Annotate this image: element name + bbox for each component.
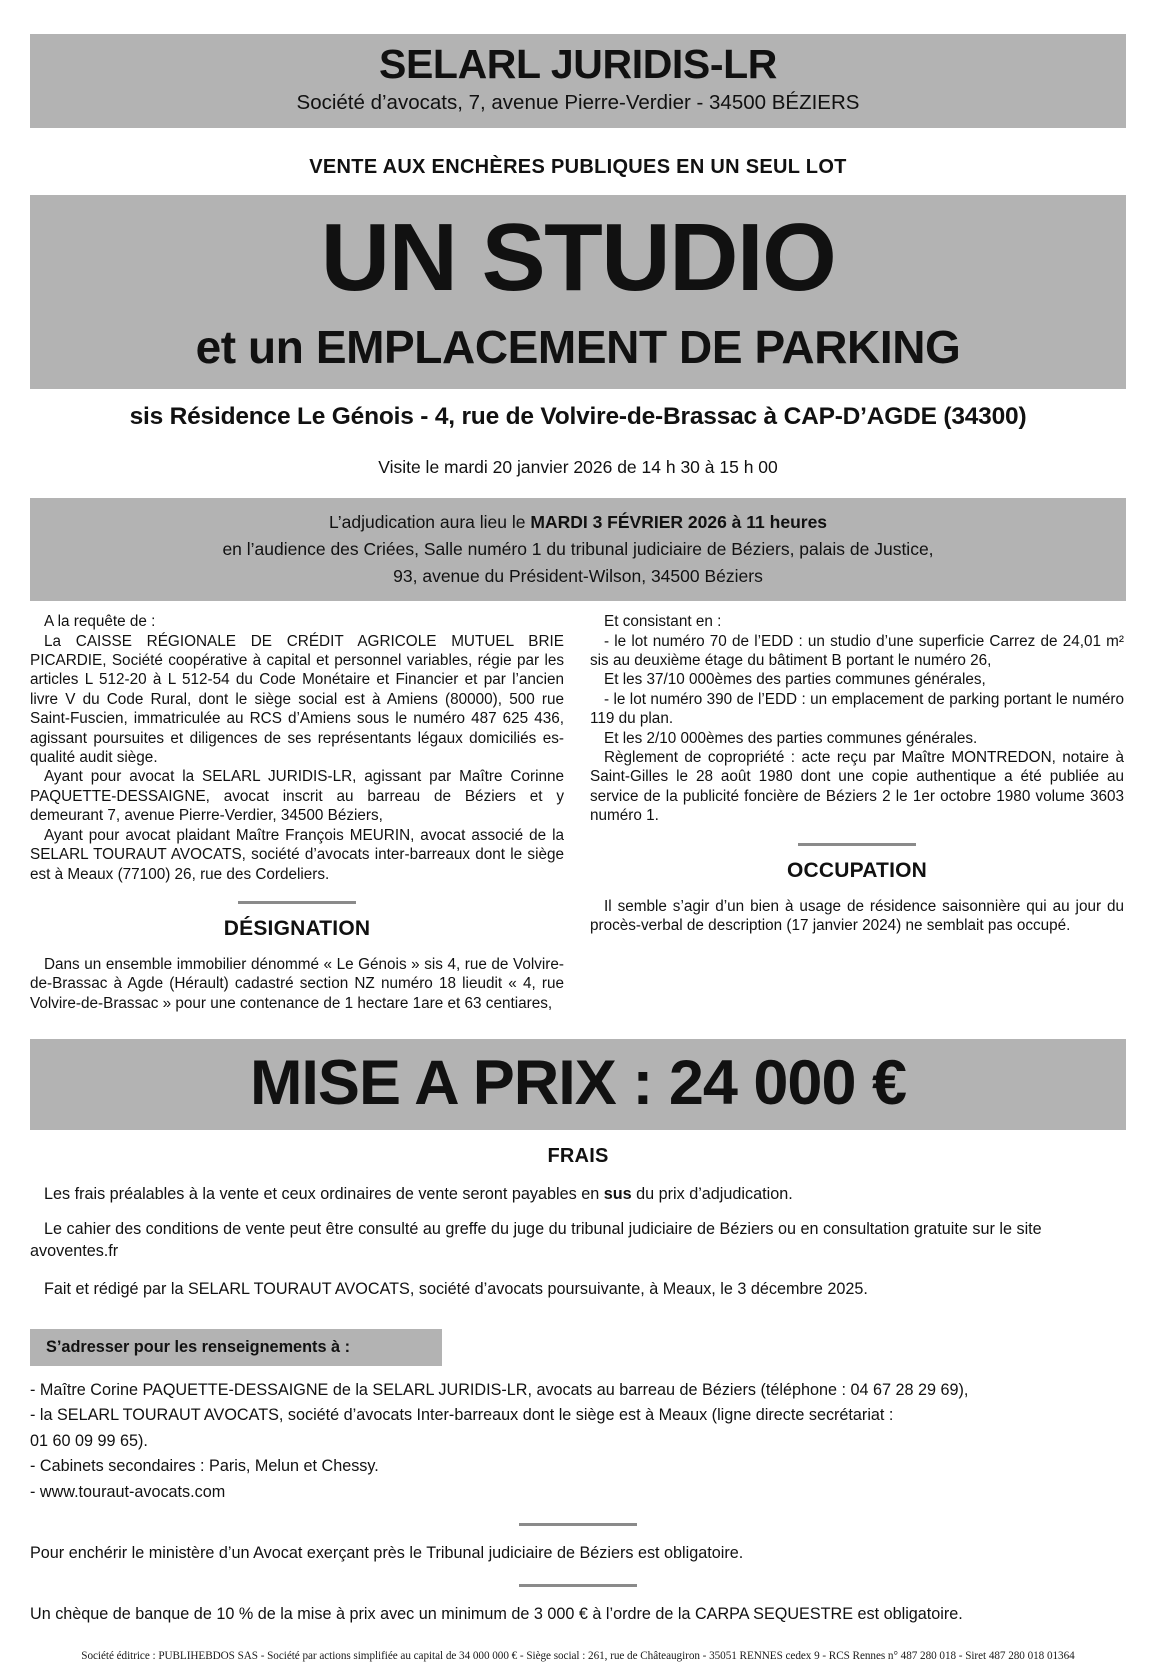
publisher-footer: Société éditrice : PUBLIHEBDOS SAS - Société par actions simplifiée au capital de 34 000 000 € - Siège social : 261, rue de Châteaugiron - 35051 RENNES cedex 9 - RCS Rennes n° 487 280 018 - Siret 487 280 018 01364 [81, 1650, 1075, 1662]
adjudication-venue: en l’audience des Criées, Salle numéro 1 du tribunal judiciaire de Béziers, palais de Justice, [222, 538, 934, 559]
visit-schedule: Visite le mardi 20 janvier 2026 de 14 h 30 à 15 h 00 [378, 457, 778, 478]
lot-70-description: - le lot numéro 70 de l’EDD : un studio d’une superficie Carrez de 24,01 m² sis au deuxième étage du bâtiment B portant le numéro 26, [590, 632, 1124, 669]
property-title-secondary: et un EMPLACEMENT DE PARKING [195, 321, 961, 374]
contact-item-3: 01 60 09 99 65). [30, 1431, 148, 1450]
reglement-copropriete: Règlement de copropriété : acte reçu par Maître MONTREDON, notaire à Saint-Gilles le 28 août 1980 dont une copie authentique a été publiée au service de la publicité foncière de Béziers 2 le 1er octobre 1980 volume 3603 numéro 1. [590, 749, 1124, 825]
firm-name: SELARL JURIDIS-LR [379, 41, 777, 87]
consistant-label: Et consistant en : [604, 613, 722, 631]
contact-item-2: - la SELARL TOURAUT AVOCATS, société d’avocats Inter-barreaux dont le siège est à Meaux (ligne directe secrétariat : [30, 1406, 894, 1425]
contact-item-website[interactable]: - www.touraut-avocats.com [30, 1482, 226, 1501]
closing-divider-bottom [519, 1584, 637, 1587]
section-divider [238, 901, 356, 904]
firm-header-banner [30, 34, 1126, 128]
frais-paragraph-1 [30, 1184, 1126, 1205]
cheque-requirement: Un chèque de banque de 10 % de la mise à prix avec un minimum de 3 000 € à l’ordre de la CARPA SEQUESTRE est obligatoire. [30, 1605, 963, 1624]
contact-heading: S’adresser pour les renseignements à : [30, 1329, 442, 1366]
avocat-requirement: Pour enchérir le ministère d’un Avocat exerçant près le Tribunal judiciaire de Béziers est obligatoire. [30, 1544, 744, 1563]
occupation-title: OCCUPATION [786, 858, 928, 882]
designation-title: DÉSIGNATION [223, 917, 371, 941]
starting-price-banner [30, 1039, 1126, 1130]
closing-section-2 [30, 1604, 1126, 1625]
cahier-conditions-paragraph: Le cahier des conditions de vente peut être consulté au greffe du juge du tribunal judiciaire de Béziers ou en consultation gratuite sur le site avoventes.fr [30, 1220, 1042, 1260]
lot-390-tantiemes: Et les 2/10 000èmes des parties communes générales. [604, 729, 978, 747]
legal-notice-page [0, 34, 1156, 1678]
contact-list [30, 1380, 1126, 1504]
designation-body: Dans un ensemble immobilier dénommé « Le Génois » sis 4, rue de Volvire-de-Brassac à Agde (Hérault) cadastré section NZ numéro 18 lieudit « 4, rue Volvire-de-Brassac » pour une contenance de 1 hectare 1are et 63 centiares, [30, 956, 564, 1012]
left-column [30, 612, 564, 1013]
avocat-plaidant-paragraph: Ayant pour avocat plaidant Maître François MEURIN, avocat associé de la SELARL TOURAUT AVOCATS, société d’avocats inter-barreaux dont le siège est à Meaux (77100) 26, rue des Cordeliers. [30, 826, 564, 883]
occupation-body: Il semble s’agir d’un bien à usage de résidence saisonnière qui au jour du procès-verbal de description (17 janvier 2024) ne semblait pas occupé. [590, 897, 1124, 935]
property-title-main: UN STUDIO [320, 204, 836, 312]
requete-label: A la requête de : [44, 613, 156, 631]
contact-item-4: - Cabinets secondaires : Paris, Melun et Chessy. [30, 1457, 379, 1476]
closing-divider-top [519, 1523, 637, 1526]
frais-section [30, 1184, 1126, 1299]
sale-type-label: VENTE AUX ENCHÈRES PUBLIQUES EN UN SEUL LOT [309, 156, 847, 179]
lot-390-description: - le lot numéro 390 de l’EDD : un emplacement de parking portant le numéro 119 du plan. [590, 690, 1124, 728]
redaction-paragraph: Fait et rédigé par la SELARL TOURAUT AVOCATS, société d’avocats poursuivante, à Meaux, le 3 décembre 2025. [44, 1279, 868, 1298]
creditor-paragraph: La CAISSE RÉGIONALE DE CRÉDIT AGRICOLE MUTUEL BRIE PICARDIE, Société coopérative à capital et personnel variables, régie par les articles L 512-20 à L 512-54 du Code Monétaire et Financier et par l’ancien livre V du Code Rural, dont le siège social est à Amiens (80000), 500 rue Saint-Fuscien, immatriculée au RCS d’Amiens sous le numéro 487 625 436, agissant poursuites et diligences de ses représentants légaux domiciliés es-qualité audit siège. [30, 632, 564, 767]
frais-p1-before: Les frais préalables à la vente et ceux ordinaires de vente seront payables en [44, 1185, 604, 1204]
lot-70-tantiemes: Et les 37/10 000èmes des parties communes générales, [604, 671, 986, 689]
right-column [590, 612, 1124, 935]
adjudication-date-line [30, 509, 1126, 536]
property-title-banner [30, 195, 1126, 389]
starting-price-label: MISE A PRIX : 24 000 € [249, 1048, 907, 1119]
frais-p1-after: du prix d’adjudication. [631, 1185, 793, 1204]
avocat-paragraph: Ayant pour avocat la SELARL JURIDIS-LR, agissant par Maître Corinne PAQUETTE-DESSAIGNE, avocat inscrit au barreau de Béziers et y demeurant 7, avenue Pierre-Verdier, 34500 Béziers, [30, 768, 564, 825]
adjudication-datetime: MARDI 3 FÉVRIER 2026 à 11 heures [530, 512, 828, 533]
closing-section-1 [30, 1543, 1126, 1564]
section-divider [798, 843, 916, 846]
frais-p1-emphasis: sus [603, 1185, 632, 1204]
frais-title: FRAIS [547, 1145, 609, 1168]
adjudication-banner [30, 498, 1126, 601]
contact-item-1: - Maître Corine PAQUETTE-DESSAIGNE de la SELARL JURIDIS-LR, avocats au barreau de Béziers (téléphone : 04 67 28 29 69), [30, 1380, 969, 1399]
two-column-body [30, 612, 1126, 1013]
firm-address: Société d’avocats, 7, avenue Pierre-Verdier - 34500 BÉZIERS [296, 91, 860, 115]
adjudication-venue-address: 93, avenue du Président-Wilson, 34500 Béziers [393, 565, 763, 586]
property-address: sis Résidence Le Génois - 4, rue de Volvire-de-Brassac à CAP-D’AGDE (34300) [129, 403, 1027, 431]
adjudication-prefix: L’adjudication aura lieu le [328, 512, 531, 533]
